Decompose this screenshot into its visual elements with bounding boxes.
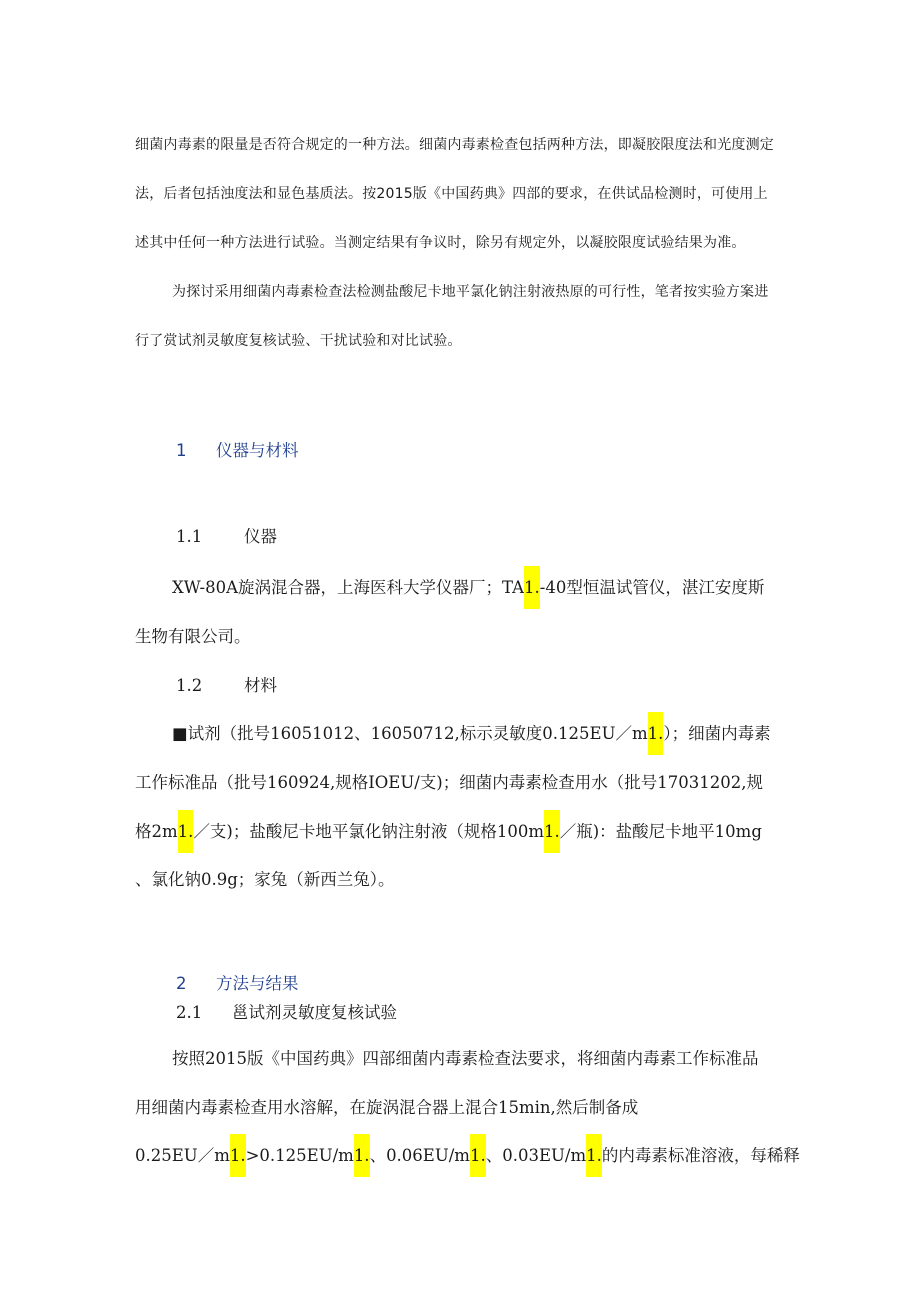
highlight: 1. <box>586 1134 602 1177</box>
highlight: 1. <box>470 1134 486 1177</box>
paragraph-line: 按照2015版《中国药典》四部细菌内毒素检查法要求，将细菌内毒素工作标准品 <box>172 1049 759 1068</box>
paragraph-line: XW-80A旋涡混合器，上海医科大学仪器厂；TA1.-40型恒温试管仪，湛江安度斯 <box>172 574 764 598</box>
section-heading <box>176 437 299 461</box>
section-number: 2 <box>176 974 187 993</box>
section-title: 仪器与材料 <box>216 441 299 460</box>
highlight: 1. <box>354 1134 370 1177</box>
subsection-title: 材料 <box>244 676 277 695</box>
subsection-title: 邕试剂灵敏度复核试验 <box>232 1003 397 1022</box>
intro-line: 法，后者包括浊度法和显色基质法。按2015版《中国药典》四部的要求，在供试品检测时，可使用上 <box>135 186 768 202</box>
subsection-number: 1.2 <box>176 676 203 695</box>
paragraph-line: 生物有限公司。 <box>135 627 251 646</box>
paragraph-line: 用细菌内毒素检查用水溶解，在旋涡混合器上混合15min,然后制备成 <box>135 1098 639 1117</box>
intro-line: 述其中任何一种方法进行试验。当测定结果有争议时，除另有规定外，以凝胶限度试验结果为准。 <box>135 235 746 251</box>
subsection-heading <box>176 672 277 696</box>
highlight: 1. <box>230 1134 246 1177</box>
subsection-title: 仪器 <box>244 527 277 546</box>
subsection-heading <box>176 999 397 1023</box>
paragraph-line: 格2m1.／支)；盐酸尼卡地平氯化钠注射液（规格100m1.／瓶)：盐酸尼卡地平10mg <box>135 818 762 842</box>
section-number: 1 <box>176 441 187 460</box>
subsection-number: 1.1 <box>176 527 203 546</box>
paragraph-line: ■试剂（批号16051012、16050712,标示灵敏度0.125EU／m1.）；细菌内毒素 <box>172 720 771 744</box>
paragraph-line: 0.25EU／m1.>0.125EU/m1.、0.06EU/m1.、0.03EU/m1.的内毒素标准溶液，每稀释 <box>135 1142 800 1166</box>
section-title: 方法与结果 <box>216 974 299 993</box>
subsection-number: 2.1 <box>176 1003 203 1022</box>
highlight: 1. <box>178 810 194 853</box>
subsection-heading <box>176 523 277 547</box>
highlight: 1. <box>524 566 540 609</box>
paragraph-line: 、氯化钠0.9g；家兔（新西兰兔）。 <box>135 870 395 889</box>
section-heading <box>176 970 299 994</box>
intro-line: 行了赏试剂灵敏度复核试验、干扰试验和对比试验。 <box>135 333 462 349</box>
intro-line: 细菌内毒素的限量是否符合规定的一种方法。细菌内毒素检查包括两种方法，即凝胶限度法和光度测定 <box>135 137 774 153</box>
highlight: 1. <box>544 810 560 853</box>
intro-line: 为探讨采用细菌内毒素检查法检测盐酸尼卡地平氯化钠注射液热原的可行性，笔者按实验方案进 <box>172 284 769 300</box>
highlight: 1. <box>648 712 664 755</box>
paragraph-line: 工作标准品（批号160924,规格IOEU/支)；细菌内毒素检查用水（批号17031202,规 <box>135 773 763 792</box>
